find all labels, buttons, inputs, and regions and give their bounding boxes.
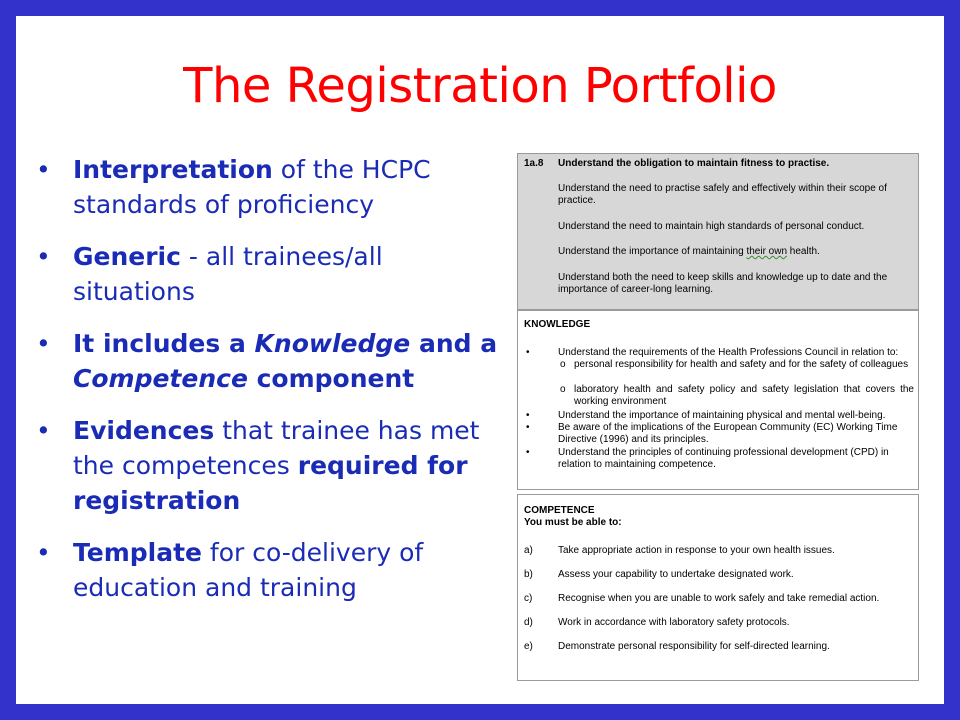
knowledge-subitem: personal responsibility for health and safety and for the safety of colleagues — [574, 359, 909, 370]
paragraph-underlined-text: their own — [746, 246, 788, 257]
bullet-marker: • — [36, 416, 51, 445]
competence-item: Work in accordance with laboratory safety protocols. — [558, 617, 790, 628]
knowledge-item: Understand the principles of continuing professional development (CPD) in relation to maintaining competence. — [558, 447, 889, 470]
bullet-item — [36, 152, 506, 222]
document-excerpt — [517, 153, 919, 681]
competence-item: Recognise when you are unable to work safely and take remedial action. — [558, 593, 880, 604]
knowledge-item: Be aware of the implications of the European Community (EC) Working Time Directive (1996) and its principles. — [558, 422, 898, 445]
standard-paragraph: Understand both the need to keep skills and knowledge up to date and the importance of career-long learning. — [558, 272, 888, 295]
sub-bullet: o — [560, 384, 566, 395]
competence-letter: c) — [524, 593, 533, 604]
bullet-item — [36, 413, 506, 518]
competence-letter: a) — [524, 545, 533, 556]
sub-bullet: o — [560, 359, 566, 370]
competence-subheading: You must be able to: — [524, 517, 622, 528]
competence-letter: e) — [524, 641, 533, 652]
knowledge-box — [517, 310, 919, 490]
competence-heading: COMPETENCE — [524, 505, 595, 516]
doc-bullet: • — [526, 410, 530, 421]
doc-bullet: • — [526, 447, 530, 458]
paragraph-text: Understand the importance of maintaining — [558, 246, 747, 257]
bullet-text: that trainee has met the competences — [73, 416, 480, 480]
bullet-keyword: required for registration — [73, 451, 468, 515]
bullet-item — [36, 326, 506, 396]
bullet-italic: Knowledge — [254, 329, 411, 358]
bullet-text — [73, 329, 497, 393]
bullet-marker: • — [36, 242, 51, 271]
slide-title: The Registration Portfolio — [183, 58, 777, 114]
doc-bullet: • — [526, 347, 530, 358]
standard-box — [517, 153, 919, 310]
knowledge-item: Understand the requirements of the Health Professions Council in relation to: — [558, 347, 899, 358]
bullet-keyword: Evidences — [73, 416, 215, 445]
bullet-marker: • — [36, 155, 51, 184]
bullet-item — [36, 239, 506, 309]
competence-item: Assess your capability to undertake designated work. — [558, 569, 794, 580]
competence-letter: b) — [524, 569, 533, 580]
bullet-list — [36, 152, 506, 622]
bullet-item — [36, 535, 506, 605]
standard-heading: Understand the obligation to maintain fitness to practise. — [558, 158, 830, 169]
knowledge-subitem: laboratory health and safety policy and safety legislation that covers the working environment — [574, 384, 914, 407]
bullet-italic: Competence — [73, 364, 248, 393]
bullet-marker: • — [36, 329, 51, 358]
slide — [16, 16, 944, 704]
bullet-text: of the HCPC standards of proficiency — [73, 155, 431, 219]
standard-paragraph — [558, 246, 914, 257]
standard-paragraph: Understand the need to practise safely and effectively within their scope of practice. — [558, 183, 887, 206]
competence-item: Demonstrate personal responsibility for self-directed learning. — [558, 641, 830, 652]
standard-code: 1a.8 — [524, 158, 544, 169]
bullet-text-part: and a — [410, 329, 498, 358]
bullet-text-part: component — [247, 364, 415, 393]
bullet-keyword: Generic — [73, 242, 181, 271]
standard-paragraph: Understand the need to maintain high standards of personal conduct. — [558, 221, 865, 232]
bullet-keyword: Interpretation — [73, 155, 273, 184]
competence-item: Take appropriate action in response to your own health issues. — [558, 545, 835, 556]
knowledge-item: Understand the importance of maintaining physical and mental well-being. — [558, 410, 886, 421]
bullet-text: - all trainees/all situations — [73, 242, 383, 306]
competence-letter: d) — [524, 617, 533, 628]
doc-bullet: • — [526, 422, 530, 433]
bullet-text: for co-delivery of education and training — [73, 538, 424, 602]
bullet-keyword: Template — [73, 538, 202, 567]
paragraph-text: health. — [787, 246, 820, 257]
competence-box — [517, 494, 919, 681]
bullet-marker: • — [36, 538, 51, 567]
bullet-text-part: It includes a — [73, 329, 255, 358]
knowledge-heading: KNOWLEDGE — [524, 319, 591, 330]
